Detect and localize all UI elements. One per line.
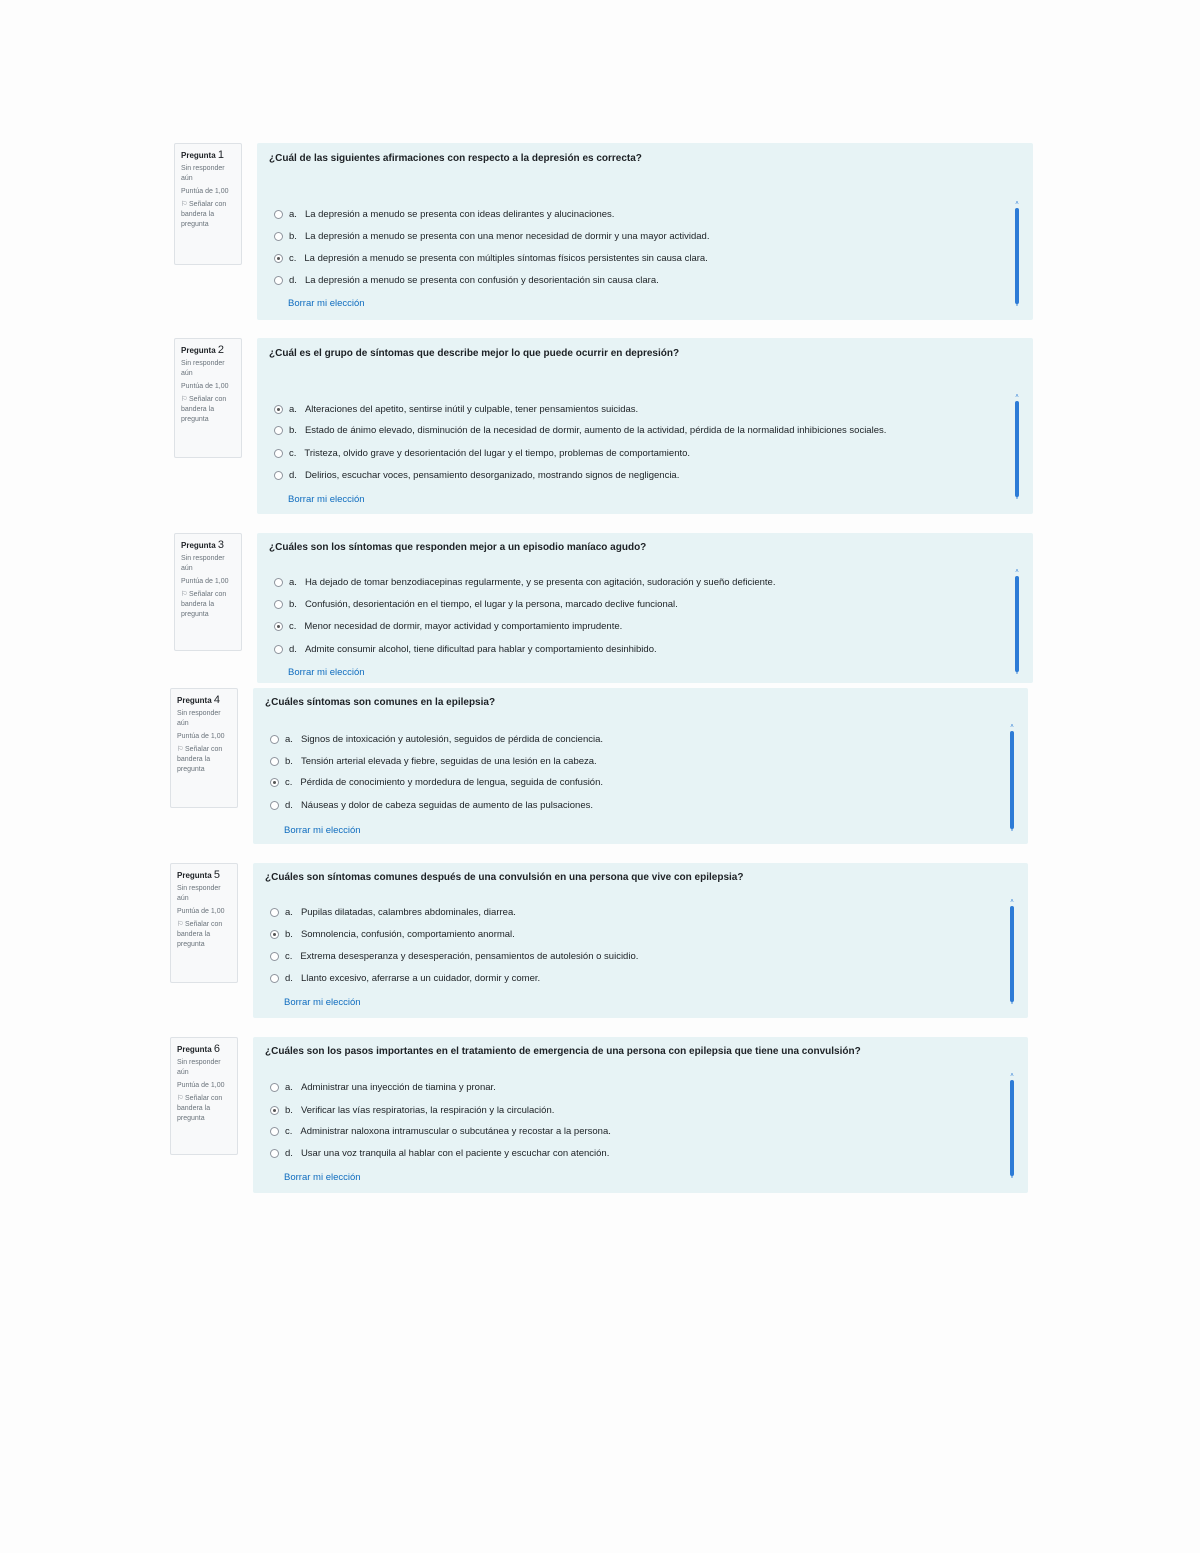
radio-button[interactable]: [274, 645, 283, 654]
question-info-panel: [174, 338, 242, 458]
question-info-panel: [170, 863, 238, 983]
vertical-scrollbar[interactable]: [1009, 1073, 1015, 1181]
scrollbar-thumb[interactable]: [1015, 208, 1019, 304]
answer-option[interactable]: [274, 275, 659, 286]
answer-letter: b.: [285, 929, 293, 940]
radio-button[interactable]: [274, 578, 283, 587]
scrollbar-thumb[interactable]: [1010, 906, 1014, 1002]
answer-text: Tensión arterial elevada y fiebre, seguidas de una lesión en la cabeza.: [300, 756, 597, 767]
answer-text: Pupilas dilatadas, calambres abdominales, diarrea.: [300, 907, 516, 918]
question-number: [181, 540, 236, 551]
answer-option[interactable]: [274, 404, 638, 415]
answer-text: La depresión a menudo se presenta con una menor necesidad de dormir y una mayor actividad.: [304, 231, 710, 242]
answer-letter: c.: [289, 621, 297, 632]
scroll-up-icon[interactable]: ˄: [1015, 201, 1019, 207]
answer-option[interactable]: [274, 209, 614, 220]
answer-text: Administrar naloxona intramuscular o subcutánea y recostar a la persona.: [300, 1126, 611, 1137]
answer-letter: a.: [289, 209, 297, 220]
clear-choice-link[interactable]: Borrar mi elección: [288, 298, 365, 309]
flag-question-link[interactable]: [177, 745, 232, 775]
answer-letter: d.: [285, 973, 293, 984]
answer-option[interactable]: [270, 756, 597, 767]
vertical-scrollbar[interactable]: [1014, 394, 1020, 502]
answer-option[interactable]: [274, 253, 708, 264]
scrollbar-thumb[interactable]: [1015, 401, 1019, 497]
question-status: Sin responder aún: [177, 1059, 221, 1076]
question-info-panel: [170, 1037, 238, 1155]
answer-text: Ha dejado de tomar benzodiacepinas regularmente, y se presenta con agitación, sudoración y sueño deficiente.: [304, 577, 776, 588]
radio-button[interactable]: [274, 232, 283, 241]
flag-icon: ⚐: [181, 201, 188, 208]
answer-option[interactable]: [270, 1105, 554, 1116]
question-number-label: Pregunta: [181, 541, 216, 550]
question-number-value: 4: [213, 694, 221, 706]
answer-option[interactable]: [270, 1082, 496, 1093]
question-number-label: Pregunta: [181, 151, 216, 160]
flag-question-label: Señalar con bandera la pregunta: [181, 591, 227, 618]
scroll-up-icon[interactable]: ˄: [1015, 394, 1019, 400]
answer-text: Delirios, escuchar voces, pensamiento desorganizado, mostrando signos de negligencia.: [304, 470, 680, 481]
answer-text: Llanto excesivo, aferrarse a un cuidador, dormir y comer.: [300, 973, 541, 984]
answer-letter: a.: [285, 734, 293, 745]
clear-choice-link[interactable]: Borrar mi elección: [288, 494, 365, 505]
flag-icon: ⚐: [177, 921, 184, 928]
question-points: Puntúa de 1,00: [181, 383, 229, 390]
radio-button[interactable]: [270, 930, 279, 939]
scroll-up-icon[interactable]: ˄: [1010, 724, 1014, 730]
question-content: [253, 863, 1028, 1018]
flag-question-link[interactable]: [181, 395, 236, 425]
radio-button[interactable]: [270, 1083, 279, 1092]
radio-button[interactable]: [270, 757, 279, 766]
flag-question-label: Señalar con bandera la pregunta: [177, 1095, 223, 1122]
flag-question-link[interactable]: [177, 1094, 232, 1124]
radio-button[interactable]: [270, 908, 279, 917]
answer-option[interactable]: [274, 577, 775, 588]
answer-letter: b.: [285, 1105, 293, 1116]
flag-question-link[interactable]: [181, 200, 236, 230]
radio-button[interactable]: [270, 974, 279, 983]
answer-letter: b.: [289, 231, 297, 242]
question-number-label: Pregunta: [177, 1045, 212, 1054]
answer-option[interactable]: [274, 448, 690, 459]
answer-option[interactable]: [270, 951, 638, 962]
question-number-value: 5: [213, 869, 221, 881]
answer-option[interactable]: [270, 929, 515, 940]
answer-option[interactable]: [270, 907, 516, 918]
question-points: Puntúa de 1,00: [181, 188, 229, 195]
question-text: ¿Cuáles son los síntomas que responden mejor a un episodio maníaco agudo?: [269, 542, 647, 553]
scroll-down-icon[interactable]: ˅: [1010, 828, 1014, 834]
flag-icon: ⚐: [181, 591, 188, 598]
radio-button[interactable]: [274, 254, 283, 263]
answer-text: Admite consumir alcohol, tiene dificultad para hablar y comportamiento desinhibido.: [304, 644, 657, 655]
flag-question-label: Señalar con bandera la pregunta: [181, 396, 227, 423]
answer-letter: b.: [285, 756, 293, 767]
question-text: ¿Cuáles son los pasos importantes en el tratamiento de emergencia de una persona con epilepsia que tiene una convulsión?: [265, 1046, 861, 1057]
answer-text: La depresión a menudo se presenta con confusión y desorientación sin causa clara.: [304, 275, 659, 286]
scroll-up-icon[interactable]: ˄: [1010, 899, 1014, 905]
answer-letter: c.: [289, 448, 297, 459]
answer-letter: b.: [289, 599, 297, 610]
answer-text: Administrar una inyección de tiamina y pronar.: [300, 1082, 496, 1093]
question-number-value: 1: [217, 149, 225, 161]
answer-text: La depresión a menudo se presenta con múltiples síntomas físicos persistentes sin causa clara.: [304, 253, 708, 264]
answer-text: Usar una voz tranquila al hablar con el paciente y escuchar con atención.: [300, 1148, 610, 1159]
scroll-up-icon[interactable]: ˄: [1010, 1073, 1014, 1079]
answer-letter: c.: [285, 951, 293, 962]
flag-icon: ⚐: [181, 396, 188, 403]
question-points: Puntúa de 1,00: [177, 908, 225, 915]
radio-button[interactable]: [274, 449, 283, 458]
answer-option[interactable]: [270, 777, 603, 788]
radio-button[interactable]: [274, 622, 283, 631]
flag-icon: ⚐: [177, 746, 184, 753]
answer-text: Signos de intoxicación y autolesión, seguidos de pérdida de conciencia.: [300, 734, 604, 745]
question-content: [257, 533, 1033, 683]
question-content: [253, 1037, 1028, 1193]
answer-text: Tristeza, olvido grave y desorientación del lugar y el tiempo, problemas de comportamiento.: [304, 448, 691, 459]
scrollbar-thumb[interactable]: [1010, 731, 1014, 829]
answer-text: Estado de ánimo elevado, disminución de la necesidad de dormir, aumento de la actividad, pérdida de la normalidad inhibiciones sociales.: [304, 425, 887, 436]
answer-option[interactable]: [270, 1126, 611, 1137]
question-content: [257, 338, 1033, 514]
answer-letter: a.: [289, 577, 297, 588]
question-info-panel: [174, 533, 242, 651]
answer-option[interactable]: [274, 644, 657, 655]
question-text: ¿Cuál de las siguientes afirmaciones con respecto a la depresión es correcta?: [269, 153, 642, 164]
answer-text: Verificar las vías respiratorias, la respiración y la circulación.: [300, 1105, 555, 1116]
flag-question-link[interactable]: [177, 920, 232, 950]
answer-letter: a.: [285, 907, 293, 918]
question-status: Sin responder aún: [177, 710, 221, 727]
scroll-down-icon[interactable]: ˅: [1015, 303, 1019, 309]
flag-question-link[interactable]: [181, 590, 236, 620]
question-content: [257, 143, 1033, 320]
answer-letter: a.: [289, 404, 297, 415]
flag-question-label: Señalar con bandera la pregunta: [177, 921, 223, 948]
answer-letter: d.: [289, 470, 297, 481]
question-text: ¿Cuáles síntomas son comunes en la epilepsia?: [265, 697, 496, 708]
scrollbar-thumb[interactable]: [1015, 576, 1019, 672]
radio-button[interactable]: [270, 1149, 279, 1158]
answer-option[interactable]: [270, 800, 593, 811]
question-info-panel: [170, 688, 238, 808]
question-number: [177, 870, 232, 881]
question-status: Sin responder aún: [181, 555, 225, 572]
vertical-scrollbar[interactable]: [1009, 724, 1015, 834]
question-points: Puntúa de 1,00: [177, 1082, 225, 1089]
answer-option[interactable]: [274, 621, 622, 632]
radio-button[interactable]: [274, 426, 283, 435]
radio-button[interactable]: [274, 405, 283, 414]
clear-choice-link[interactable]: Borrar mi elección: [288, 667, 365, 678]
question-number-value: 6: [213, 1043, 221, 1055]
question-number: [181, 150, 236, 161]
scrollbar-thumb[interactable]: [1010, 1080, 1014, 1176]
question-points: Puntúa de 1,00: [177, 733, 225, 740]
question-number: [177, 695, 232, 706]
answer-text: Alteraciones del apetito, sentirse inútil y culpable, tener pensamientos suicidas.: [304, 404, 639, 415]
question-number-value: 2: [217, 344, 225, 356]
radio-button[interactable]: [274, 600, 283, 609]
question-info-panel: [174, 143, 242, 265]
scroll-up-icon[interactable]: ˄: [1015, 569, 1019, 575]
answer-letter: d.: [285, 1148, 293, 1159]
question-points: Puntúa de 1,00: [181, 578, 229, 585]
answer-text: La depresión a menudo se presenta con ideas delirantes y alucinaciones.: [304, 209, 615, 220]
scroll-down-icon[interactable]: ˅: [1015, 496, 1019, 502]
question-number-label: Pregunta: [177, 871, 212, 880]
answer-letter: c.: [285, 777, 293, 788]
vertical-scrollbar[interactable]: [1009, 899, 1015, 1007]
radio-button[interactable]: [270, 801, 279, 810]
question-status: Sin responder aún: [177, 885, 221, 902]
radio-button[interactable]: [274, 471, 283, 480]
answer-text: Menor necesidad de dormir, mayor actividad y comportamiento imprudente.: [304, 621, 623, 632]
answer-option[interactable]: [274, 599, 678, 610]
radio-button[interactable]: [270, 1106, 279, 1115]
scroll-down-icon[interactable]: ˅: [1010, 1175, 1014, 1181]
answer-option[interactable]: [274, 425, 886, 436]
question-content: [253, 688, 1028, 844]
question-status: Sin responder aún: [181, 360, 225, 377]
flag-icon: ⚐: [177, 1095, 184, 1102]
flag-question-label: Señalar con bandera la pregunta: [181, 201, 227, 228]
clear-choice-link[interactable]: Borrar mi elección: [284, 1172, 361, 1183]
flag-question-label: Señalar con bandera la pregunta: [177, 746, 223, 773]
clear-choice-link[interactable]: Borrar mi elección: [284, 825, 361, 836]
answer-text: Confusión, desorientación en el tiempo, el lugar y la persona, marcado declive funcional.: [304, 599, 678, 610]
answer-option[interactable]: [274, 470, 679, 481]
answer-letter: c.: [289, 253, 297, 264]
answer-letter: c.: [285, 1126, 293, 1137]
answer-option[interactable]: [270, 734, 603, 745]
answer-text: Náuseas y dolor de cabeza seguidas de aumento de las pulsaciones.: [300, 800, 593, 811]
answer-option[interactable]: [270, 1148, 609, 1159]
question-text: ¿Cuál es el grupo de síntomas que describe mejor lo que puede ocurrir en depresión?: [269, 348, 680, 359]
answer-text: Somnolencia, confusión, comportamiento anormal.: [300, 929, 515, 940]
radio-button[interactable]: [270, 735, 279, 744]
question-text: ¿Cuáles son síntomas comunes después de una convulsión en una persona que vive con epilepsia?: [265, 872, 744, 883]
vertical-scrollbar[interactable]: [1014, 569, 1020, 677]
radio-button[interactable]: [270, 952, 279, 961]
answer-option[interactable]: [274, 231, 709, 242]
radio-button[interactable]: [274, 210, 283, 219]
radio-button[interactable]: [270, 1127, 279, 1136]
question-number-value: 3: [217, 539, 225, 551]
answer-letter: a.: [285, 1082, 293, 1093]
answer-letter: b.: [289, 425, 297, 436]
question-number: [177, 1044, 232, 1055]
question-number-label: Pregunta: [181, 346, 216, 355]
clear-choice-link[interactable]: Borrar mi elección: [284, 997, 361, 1008]
answer-option[interactable]: [270, 973, 540, 984]
scroll-down-icon[interactable]: ˅: [1010, 1001, 1014, 1007]
answer-text: Extrema desesperanza y desesperación, pensamientos de autolesión o suicidio.: [300, 951, 639, 962]
scroll-down-icon[interactable]: ˅: [1015, 671, 1019, 677]
answer-letter: d.: [289, 275, 297, 286]
question-number-label: Pregunta: [177, 696, 212, 705]
radio-button[interactable]: [270, 778, 279, 787]
answer-text: Pérdida de conocimiento y mordedura de lengua, seguida de confusión.: [300, 777, 604, 788]
answer-letter: d.: [285, 800, 293, 811]
answer-letter: d.: [289, 644, 297, 655]
vertical-scrollbar[interactable]: [1014, 201, 1020, 309]
question-status: Sin responder aún: [181, 165, 225, 182]
question-number: [181, 345, 236, 356]
radio-button[interactable]: [274, 276, 283, 285]
